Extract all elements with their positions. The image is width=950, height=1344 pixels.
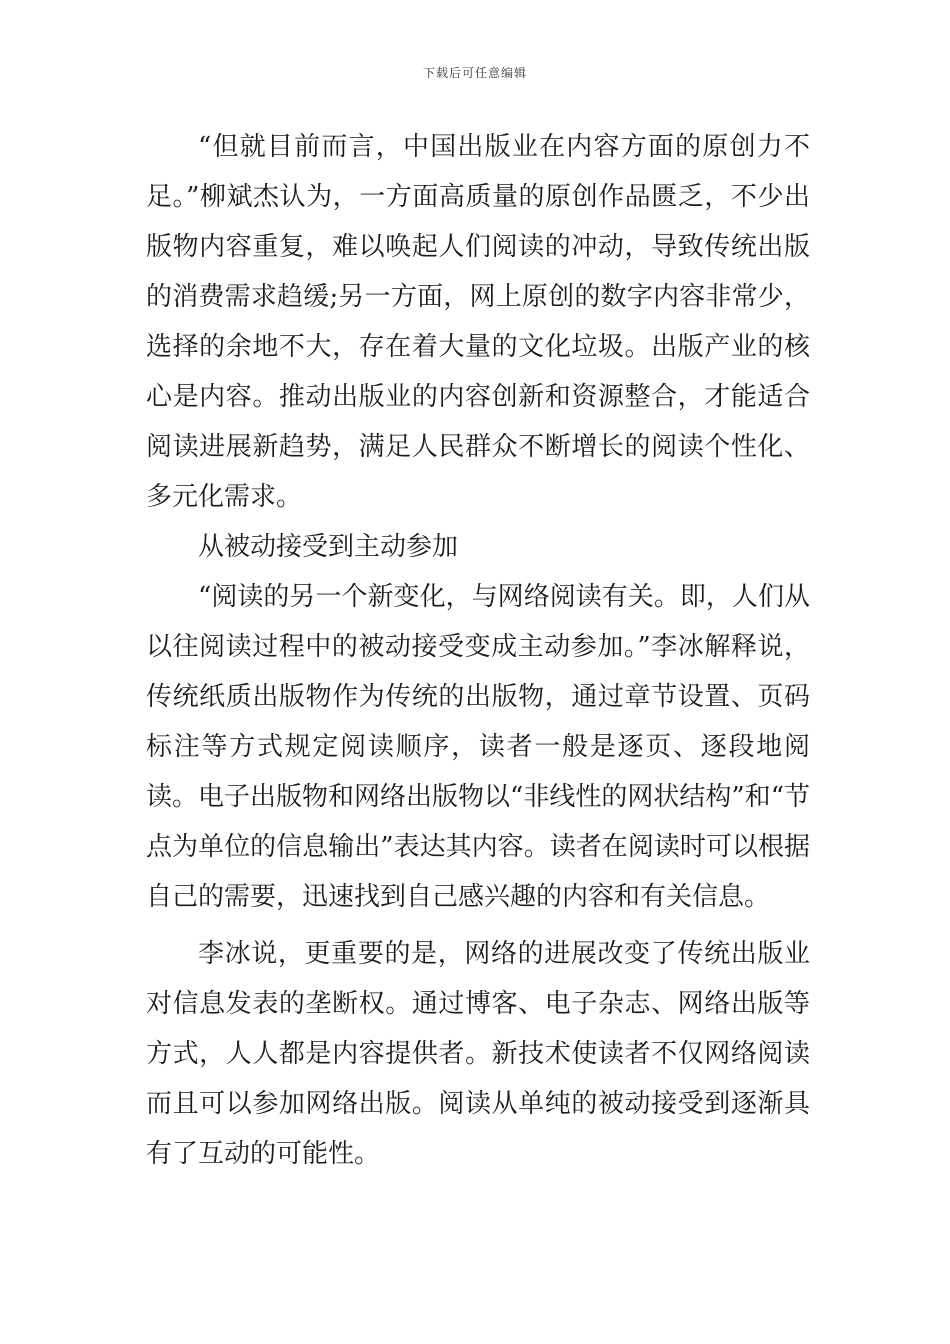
header-note: 下载后可任意编辑 [422,66,527,80]
document-body [146,122,810,1179]
paragraph-1: “但就目前而言，中国出版业在内容方面的原创力不足。”柳斌杰认为，一方面高质量的原创作品匮乏，不少出版物内容重复，难以唤起人们阅读的冲动，导致传统出版的消费需求趋缓;另一方面，网上原创的数字内容非常少，选择的余地不大，存在着大量的文化垃圾。出版产业的核心是内容。推动出版业的内容创新和资源整合，才能适合阅读进展新趋势，满足人民群众不断增长的阅读个性化、多元化需求。 [146,132,810,512]
section-heading: 从被动接受到主动参加 [198,532,459,562]
paragraph-2: “阅读的另一个新变化，与网络阅读有关。即，人们从以往阅读过程中的被动接受变成主动参加。”李冰解释说，传统纸质出版物作为传统的出版物，通过章节设置、页码标注等方式规定阅读顺序，读者一般是逐页、逐段地阅读。电子出版物和网络出版物以“非线性的网状结构”和“节点为单位的信息输出”表达其内容。读者在阅读时可以根据自己的需要，迅速找到自己感兴趣的内容和有关信息。 [146,582,810,912]
paragraph-3: 李冰说，更重要的是，网络的进展改变了传统出版业对信息发表的垄断权。通过博客、电子杂志、网络出版等方式，人人都是内容提供者。新技术使读者不仅网络阅读而且可以参加网络出版。阅读从单纯的被动接受到逐渐具有了互动的可能性。 [146,939,810,1169]
